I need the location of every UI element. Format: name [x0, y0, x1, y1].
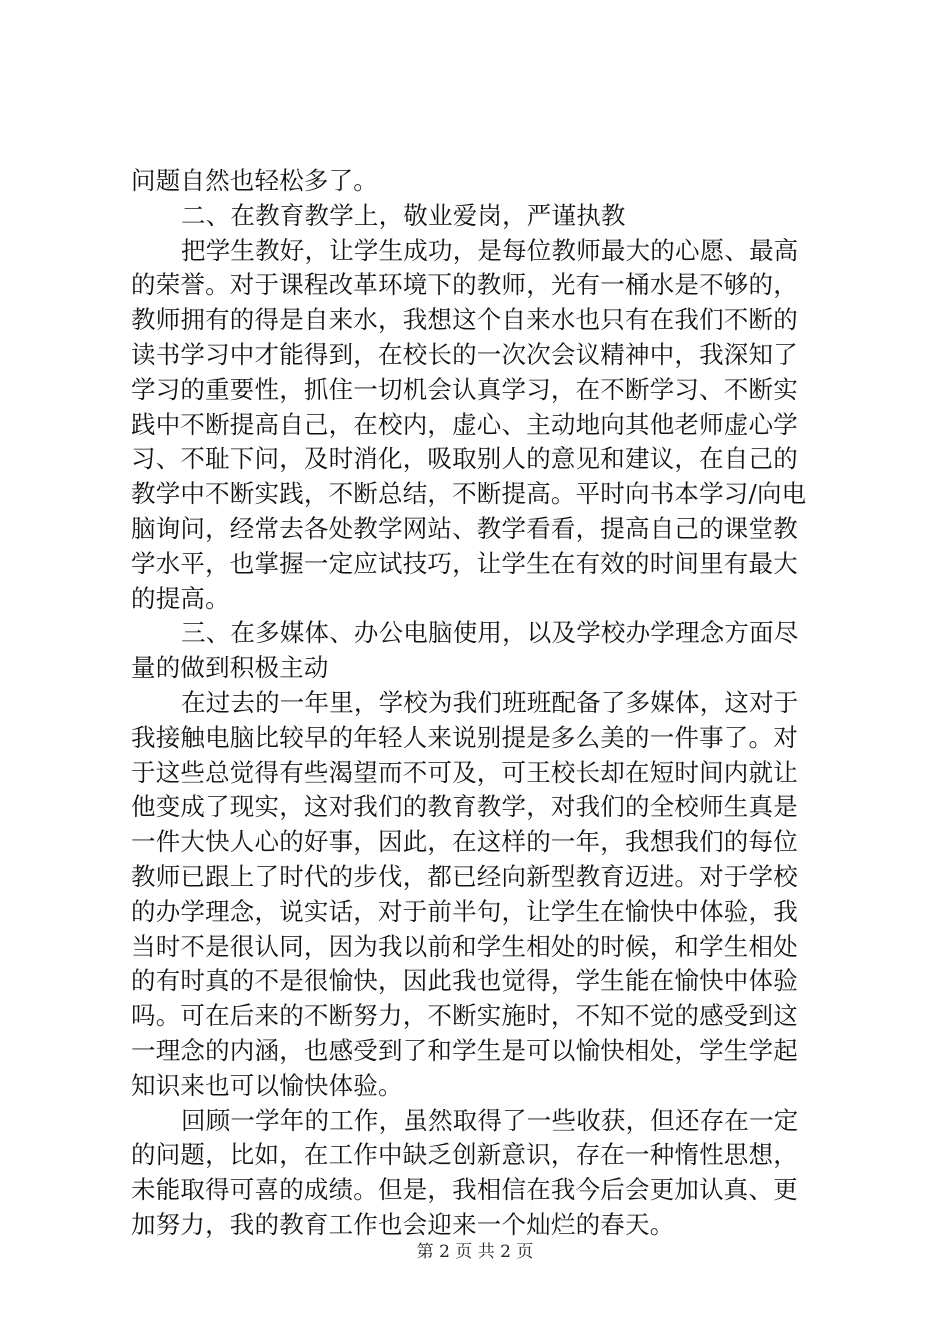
text-line: 当时不是很认同，因为我以前和学生相处的时候，和学生相处	[131, 931, 798, 961]
text-line: 未能取得可喜的成绩。但是，我相信在我今后会更加认真、更	[131, 1175, 798, 1205]
text-line: 学水平，也掌握一定应试技巧，让学生在有效的时间里有最大	[131, 548, 798, 578]
text-line: 学习的重要性，抓住一切机会认真学习，在不断学习、不断实	[131, 374, 798, 404]
text-line: 的办学理念，说实话，对于前半句，让学生在愉快中体验，我	[131, 896, 798, 926]
text-line: 的提高。	[131, 583, 230, 613]
text-line: 于这些总觉得有些渴望而不可及，可王校长却在短时间内就让	[131, 757, 798, 787]
text-line: 一理念的内涵，也感受到了和学生是可以愉快相处，学生学起	[131, 1035, 798, 1065]
text-line: 问题自然也轻松多了。	[131, 166, 378, 195]
text-line: 教师已跟上了时代的步伐，都已经向新型教育迈进。对于学校	[131, 861, 798, 891]
text-line: 他变成了现实，这对我们的教育教学，对我们的全校师生真是	[131, 792, 798, 822]
paragraph-start-line: 把学生教好，让学生成功，是每位教师最大的心愿、最高	[181, 235, 799, 265]
section-heading: 三、在多媒体、办公电脑使用，以及学校办学理念方面尽	[181, 618, 799, 648]
text-line: 的问题，比如，在工作中缺乏创新意识，存在一种惰性思想，	[131, 1140, 798, 1170]
text-line: 知识来也可以愉快体验。	[131, 1070, 403, 1100]
text-line: 教学中不断实践，不断总结，不断提高。平时向书本学习/向电	[131, 479, 807, 509]
text-line: 习、不耻下问，及时消化，吸取别人的意见和建议，在自己的	[131, 444, 798, 474]
text-line: 践中不断提高自己，在校内，虚心、主动地向其他老师虚心学	[131, 409, 798, 439]
text-line: 一件大快人心的好事，因此，在这样的一年，我想我们的每位	[131, 827, 798, 857]
paragraph-start-line: 回顾一学年的工作，虽然取得了一些收获，但还存在一定	[181, 1105, 799, 1135]
text-line: 的有时真的不是很愉快，因此我也觉得，学生能在愉快中体验	[131, 966, 798, 996]
text-line: 吗。可在后来的不断努力，不断实施时，不知不觉的感受到这	[131, 1001, 798, 1031]
text-line: 量的做到积极主动	[131, 653, 329, 683]
text-line: 加努力，我的教育工作也会迎来一个灿烂的春天。	[131, 1209, 675, 1239]
text-line: 教师拥有的得是自来水，我想这个自来水也只有在我们不断的	[131, 305, 798, 335]
text-line: 我接触电脑比较早的年轻人来说别提是多么美的一件事了。对	[131, 722, 798, 752]
text-line: 脑询问，经常去各处教学网站、教学看看，提高自己的课堂教	[131, 513, 798, 543]
paragraph-start-line: 在过去的一年里，学校为我们班班配备了多媒体，这对于	[181, 687, 799, 717]
document-body	[131, 164, 831, 1243]
text-line: 的荣誉。对于课程改革环境下的教师，光有一桶水是不够的，	[131, 270, 798, 300]
section-heading: 二、在教育教学上，敬业爱岗，严谨执教	[181, 200, 626, 230]
text-line: 读书学习中才能得到，在校长的一次次会议精神中，我深知了	[131, 339, 798, 369]
page-number-footer: 第 2 页 共 2 页	[416, 1242, 534, 1262]
